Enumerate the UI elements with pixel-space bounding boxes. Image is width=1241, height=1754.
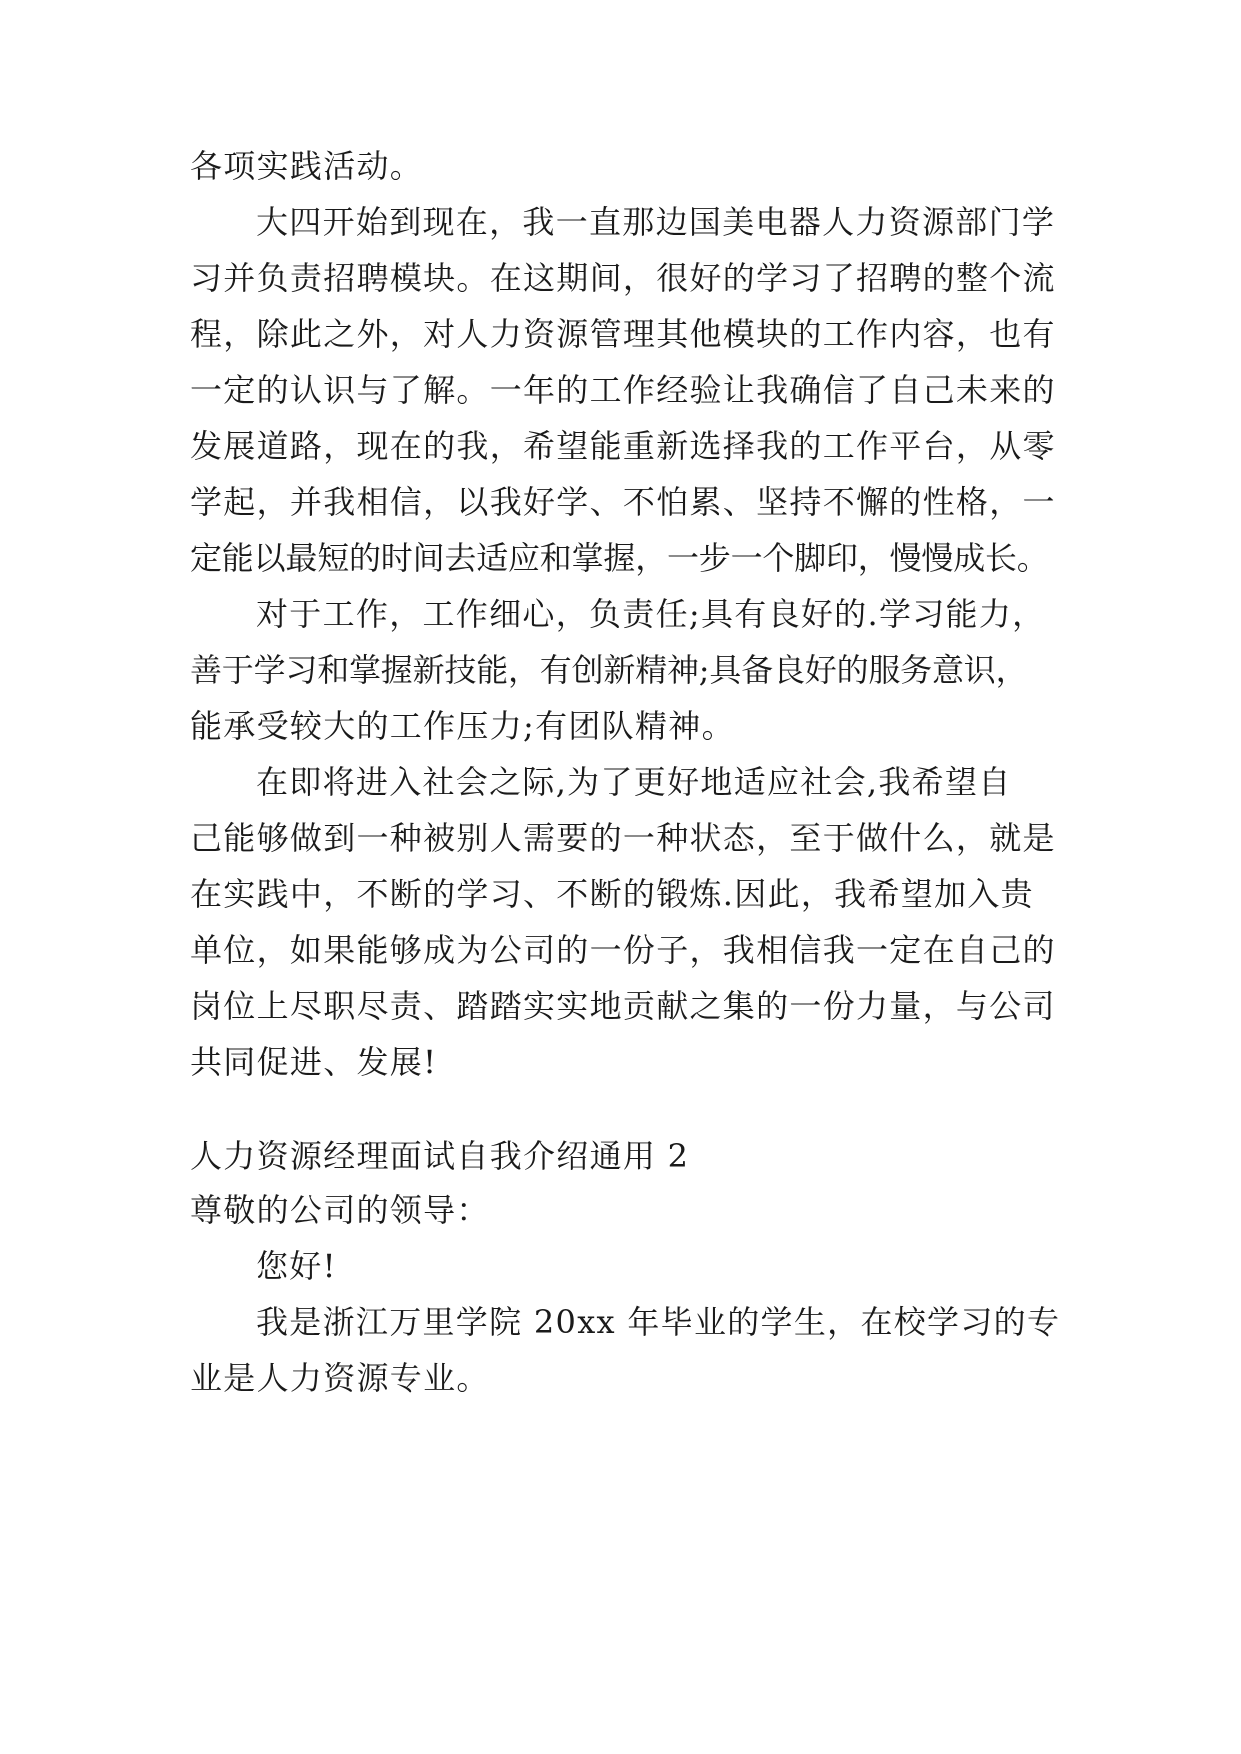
paragraph-line: 业是人力资源专业。 [190,1359,490,1397]
paragraph-line: 在即将进入社会之际,为了更好地适应社会,我希望自 [256,763,1012,801]
paragraph-line: 共同促进、发展! [190,1043,438,1081]
greeting: 您好! [256,1247,337,1285]
paragraph-line: 学起，并我相信，以我好学、不怕累、坚持不懈的性格，一 [190,483,1056,521]
paragraph-line: 善于学习和掌握新技能，有创新精神;具备良好的服务意识， [190,651,1028,689]
paragraph-line: 在实践中，不断的学习、不断的锻炼.因此，我希望加入贵 [190,875,1034,913]
section-heading: 人力资源经理面试自我介绍通用 2 [190,1137,690,1175]
paragraph-line: 单位，如果能够成为公司的一份子，我相信我一定在自己的 [190,931,1056,969]
paragraph-line: 大四开始到现在，我一直那边国美电器人力资源部门学 [256,203,1056,241]
paragraph-line: 发展道路，现在的我，希望能重新选择我的工作平台，从零 [190,427,1056,465]
paragraph-line: 各项实践活动。 [190,147,424,185]
paragraph-line: 我是浙江万里学院 20xx 年毕业的学生，在校学习的专 [256,1303,1061,1341]
paragraph-line: 己能够做到一种被别人需要的一种状态，至于做什么，就是 [190,819,1056,857]
paragraph-line: 程，除此之外，对人力资源管理其他模块的工作内容，也有 [190,315,1056,353]
paragraph-line: 习并负责招聘模块。在这期间，很好的学习了招聘的整个流 [190,259,1056,297]
paragraph-line: 定能以最短的时间去适应和掌握，一步一个脚印，慢慢成长。 [190,539,1049,577]
paragraph-line: 能承受较大的工作压力;有团队精神。 [190,707,735,745]
salutation: 尊敬的公司的领导： [190,1191,490,1229]
paragraph-line: 一定的认识与了解。一年的工作经验让我确信了自己未来的 [190,371,1056,409]
paragraph-line: 对于工作，工作细心，负责任;具有良好的.学习能力， [256,595,1046,633]
paragraph-line: 岗位上尽职尽责、踏踏实实地贡献之集的一份力量，与公司 [190,987,1056,1025]
